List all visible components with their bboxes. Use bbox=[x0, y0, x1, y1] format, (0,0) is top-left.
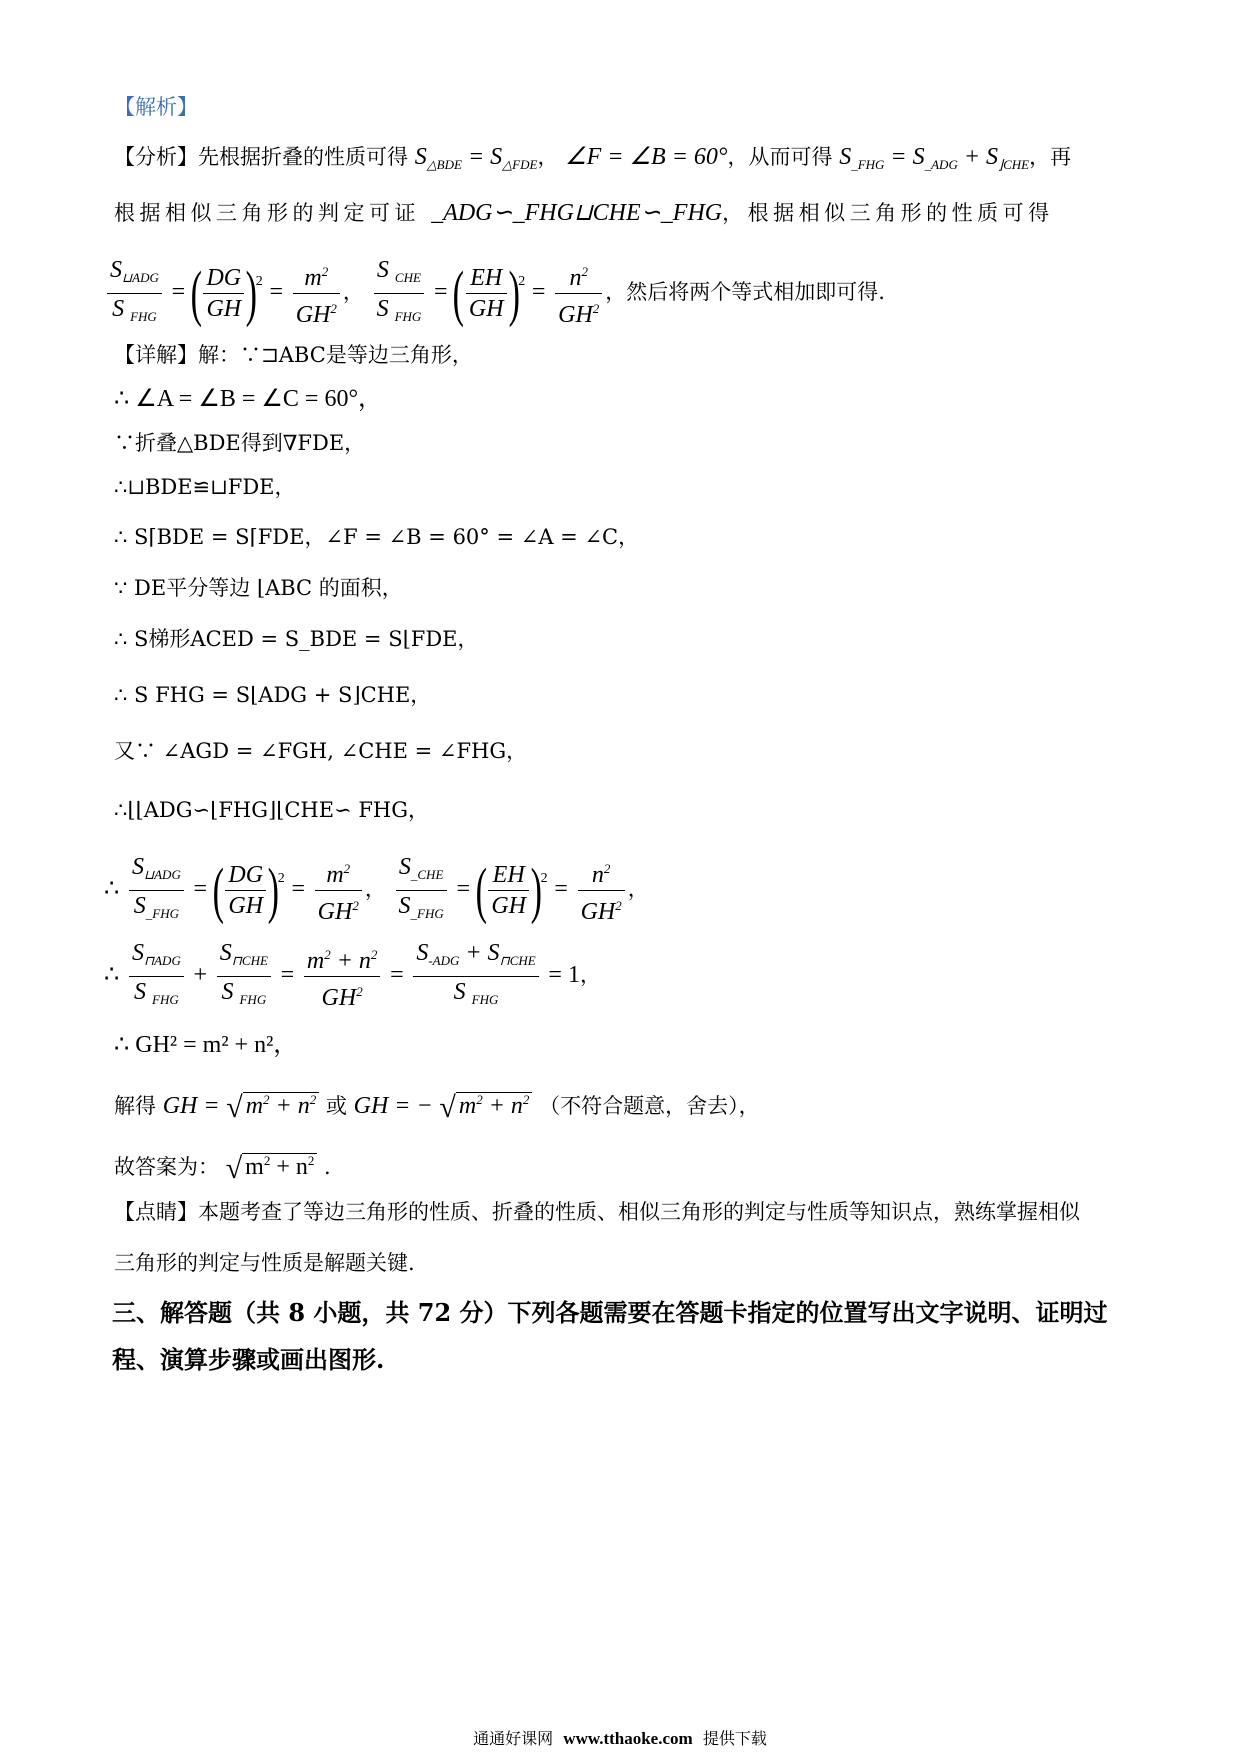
analysis-end3: ，然后将两个等式相加即可得. bbox=[605, 280, 885, 304]
answer-sqrt: √ $m^2 + n^2$ bbox=[226, 1146, 318, 1184]
frac-adg-fhg: $\frac{S_{⊔ADG}}{S _{FHG}}$ bbox=[107, 255, 162, 332]
footer-url[interactable]: www.tthaoke.com bbox=[563, 1729, 693, 1748]
step13-or: 或 bbox=[325, 1094, 347, 1118]
footer-site-name: 通通好课网 bbox=[473, 1729, 554, 1748]
detail-step-7: ∴ S FHG = S⌊ADG + S⌋CHE， bbox=[114, 683, 432, 707]
footer-download: 提供下载 bbox=[702, 1729, 767, 1748]
dianjing-text-1: 本题考查了等边三角形的性质、折叠的性质、相似三角形的判定与性质等知识点，熟练掌握相似 bbox=[198, 1200, 1080, 1224]
analysis-eq-area: $S_{\triangle BDE} = S_{\triangle FDE}$ bbox=[414, 144, 538, 172]
analysis-end2: ，根据相似三角形的性质可得 bbox=[722, 201, 1054, 225]
detail-intro-text: 解：∵⊐ABC是等边三角形， bbox=[198, 343, 473, 367]
frac-che-fhg: $\frac{S _{CHE}}{S _{FHG}}$ bbox=[374, 255, 425, 332]
analysis-similar-eq: _ADG∽_FHG⊔CHE∽_FHG bbox=[431, 200, 723, 226]
section3-line-1: 三、解答题（共 8 小题，共 72 分）下列各题需要在答题卡指定的位置写出文字说明、证明过 bbox=[112, 1298, 1108, 1327]
analysis-line-2 bbox=[114, 198, 1054, 228]
analysis-label: 【分析】 bbox=[114, 145, 198, 169]
detail-step-1: ∴ ∠A = ∠B = ∠C = 60°， bbox=[114, 386, 383, 412]
analysis-mid: ，从而可得 bbox=[727, 145, 833, 169]
page-footer bbox=[0, 1726, 1240, 1749]
detail-answer: 故答案为： √ $m^2 + n^2$ . bbox=[114, 1146, 331, 1184]
detail-step-12: ∴ GH² = m² + n²， bbox=[114, 1032, 298, 1058]
analysis-line-1: 【分析】先根据折叠的性质可得 $S_{\triangle BDE} = S_{\triangle FDE}$， ∠F = ∠B = 60°，从而可得 $S_{\_FHG} = S_{\_ADG} + S_{⌋CHE}$，再 bbox=[114, 144, 1072, 172]
detail-step-13: 解得 GH = √ $m^2 + n^2$ 或 GH = − √ $m^2 + n^2$ （不符合题意，舍去）， bbox=[114, 1085, 760, 1123]
step13-pre: 解得 bbox=[114, 1094, 156, 1118]
detail-step-3: ∴⊔BDE≌⊔FDE， bbox=[114, 475, 296, 499]
sqrt-positive: √ $m^2 + n^2$ bbox=[226, 1085, 319, 1123]
detail-step-4: ∴ S⌈BDE = S⌈FDE，∠F = ∠B = 60° = ∠A = ∠C， bbox=[114, 525, 640, 549]
dianjing-line-1 bbox=[114, 1197, 1080, 1227]
detail-intro bbox=[114, 340, 473, 370]
dianjing-label: 【点睛】 bbox=[114, 1200, 198, 1224]
detail-step-10: ∴ $\frac{S_{⊔ADG}}{S_{\_FHG}}$ = ( $\frac{DG}{GH}$ )2 = $\frac{m^2}{GH^2}$ ， $\frac{S_{\_CHE}}{S_{\_FHG}}$ = ( $\frac{EH}{GH}$ )2 = $\frac{n^2}{GH^2}$ ， bbox=[104, 854, 649, 925]
analysis-eq-sum: $S_{\_FHG} = S_{\_ADG} + S_{⌋CHE}$ bbox=[839, 144, 1030, 172]
analysis-text: 先根据折叠的性质可得 bbox=[198, 145, 408, 169]
analysis-end1: ，再 bbox=[1029, 145, 1072, 169]
detail-step-5: ∵ DE平分等边 ⌊ABC 的面积， bbox=[114, 576, 403, 600]
sqrt-negative: √ $m^2 + n^2$ bbox=[439, 1085, 532, 1123]
step13-note: （不符合题意，舍去）， bbox=[539, 1094, 760, 1118]
detail-step-9: ∴⌊⌊ADG∽⌊FHG⌋⌊CHE∽ FHG， bbox=[114, 798, 429, 822]
section3-line-2: 程、演算步骤或画出图形. bbox=[112, 1345, 385, 1374]
detail-step-11: ∴ $\frac{S_{⊓ADG}}{S _{FHG}}$ + $\frac{S_{⊓CHE}}{S _{FHG}}$ = $\frac{m^2 + n^2}{GH^2}$ = $\frac{S_{-ADG} + S_{⊓CHE}}{S _{FHG}}$ = 1， bbox=[104, 940, 601, 1011]
detail-step-6: ∴ S梯形ACED = S_BDE = S⌊FDE， bbox=[114, 627, 479, 651]
analysis-line-3: $\frac{S_{⊔ADG}}{S _{FHG}}$ = ( $\frac{DG}{GH}$ )2 = $\frac{m^2}{GH^2}$ ， $\frac{S _{CHE}}{S _{FHG}}$ = ( $\frac{EH}{GH}$ )2 = $\frac{n^2}{GH^2}$ ，然后将两个等式相加即可得. bbox=[104, 255, 885, 332]
jiexi-header: 【解析】 bbox=[114, 95, 198, 119]
analysis-text-2: 根据相似三角形的判定可证 bbox=[114, 201, 420, 225]
detail-label: 【详解】 bbox=[114, 343, 198, 367]
detail-step-8: 又∵ ∠AGD = ∠FGH, ∠CHE = ∠FHG， bbox=[114, 739, 528, 763]
analysis-eq-angle: ∠F = ∠B = 60° bbox=[565, 144, 728, 170]
answer-pre: 故答案为： bbox=[114, 1155, 219, 1179]
dianjing-line-2: 三角形的判定与性质是解题关键. bbox=[114, 1251, 415, 1275]
detail-step-2: ∵折叠△BDE得到∇FDE， bbox=[114, 431, 366, 455]
